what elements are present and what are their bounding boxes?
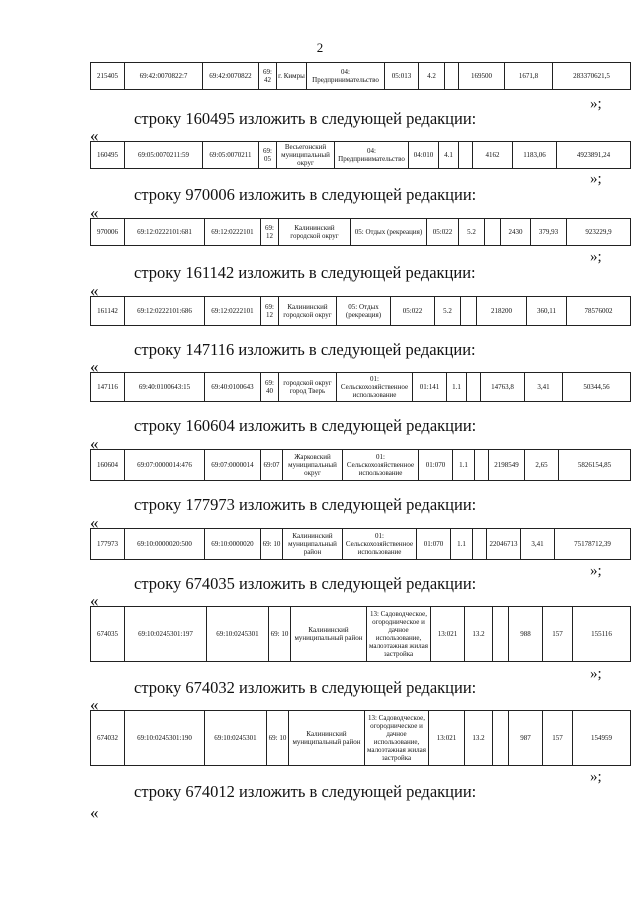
table-cell: 970006 [91, 219, 125, 246]
table-cell: 69:12:0222101:681 [125, 219, 205, 246]
data-table [90, 62, 631, 90]
table-cell: 69:07 [261, 450, 283, 481]
table-cell: 01: Сельскохозяйственное использование [337, 373, 413, 402]
table-cell [445, 63, 459, 90]
table-cell: 13:021 [429, 711, 465, 766]
table-cell: Калининский городской округ [279, 219, 351, 246]
table-cell: 160495 [91, 142, 125, 169]
table-cell: 69:12:0222101 [205, 219, 261, 246]
table-cell: г. Кимры [277, 63, 307, 90]
row-heading: строку 160604 изложить в следующей редакции: [134, 416, 477, 435]
open-quote: « [90, 126, 99, 145]
data-table [90, 449, 631, 481]
open-quote: « [90, 803, 99, 822]
open-quote: « [90, 695, 99, 714]
open-quote: « [90, 281, 99, 300]
open-quote: « [90, 513, 99, 532]
table-cell: 218200 [477, 297, 527, 326]
data-table [90, 710, 631, 766]
table-cell: 69:10:0245301 [207, 607, 269, 662]
table-cell: 69: 42 [259, 63, 277, 90]
row-heading: строку 177973 изложить в следующей редакции: [134, 495, 477, 514]
table-cell: 157 [543, 607, 573, 662]
row-heading: строку 674035 изложить в следующей редакции: [134, 574, 477, 593]
table-cell: 05:022 [391, 297, 435, 326]
table-cell: 177973 [91, 529, 125, 560]
table-cell: 13: Садоводческое, огородническое и дачное использование, малоэтажная жилая застройка [365, 711, 429, 766]
table-cell: 69:40:0100643 [205, 373, 261, 402]
table-cell: Калининский городской округ [279, 297, 337, 326]
table-cell: 1.1 [447, 373, 467, 402]
table-cell: 987 [509, 711, 543, 766]
table-cell: 4.2 [419, 63, 445, 90]
close-quote: »; [590, 171, 602, 187]
table-cell: 69:07:0000014:476 [125, 450, 205, 481]
table-cell: 147116 [91, 373, 125, 402]
table-cell: 69: 12 [261, 219, 279, 246]
table-cell: 379,93 [531, 219, 567, 246]
table-cell: 215405 [91, 63, 125, 90]
close-quote: »; [590, 563, 602, 579]
table-cell: 923229,9 [567, 219, 631, 246]
table-cell: 50344,56 [563, 373, 631, 402]
row-heading: строку 674012 изложить в следующей редакции: [134, 782, 477, 801]
data-table [90, 141, 631, 169]
table-cell: 1183,06 [513, 142, 557, 169]
table-cell: 69:10:0245301:197 [125, 607, 207, 662]
table-cell: 674035 [91, 607, 125, 662]
open-quote: « [90, 434, 99, 453]
table-cell: 1.1 [451, 529, 473, 560]
data-table [90, 372, 631, 402]
table-cell: 05:013 [385, 63, 419, 90]
table-cell: 13.2 [465, 711, 493, 766]
table-cell: 4.1 [439, 142, 459, 169]
table-cell: 01:141 [413, 373, 447, 402]
table-cell: 69:10:0245301:190 [125, 711, 205, 766]
table-cell: 69:42:0070822 [203, 63, 259, 90]
table-cell: 988 [509, 607, 543, 662]
open-quote: « [90, 591, 99, 610]
table-cell: 69:10:0000020 [205, 529, 261, 560]
data-table [90, 296, 631, 326]
data-table [90, 218, 631, 246]
table-cell: 04:010 [409, 142, 439, 169]
table-cell: 69:40:0100643:15 [125, 373, 205, 402]
table-cell: 157 [543, 711, 573, 766]
table-cell: 360,11 [527, 297, 567, 326]
table-cell: 2198549 [489, 450, 525, 481]
table-cell: 5.2 [435, 297, 461, 326]
close-quote: »; [590, 249, 602, 265]
table-cell: 01:070 [417, 529, 451, 560]
table-cell: 3,41 [521, 529, 555, 560]
table-cell: 78576002 [567, 297, 631, 326]
table-cell [461, 297, 477, 326]
table-cell: 04: Предпринимательство [335, 142, 409, 169]
table-cell: 14763,8 [481, 373, 525, 402]
page-number: 2 [316, 40, 324, 55]
row-heading: строку 147116 изложить в следующей редакции: [134, 340, 476, 359]
row-heading: строку 674032 изложить в следующей редакции: [134, 678, 477, 697]
table-cell: 01:070 [419, 450, 453, 481]
table-cell: 69:12:0222101:686 [125, 297, 205, 326]
table-cell: 1.1 [453, 450, 475, 481]
close-quote: »; [590, 769, 602, 785]
table-cell: 69:05:0070211 [203, 142, 259, 169]
table-cell: 05:022 [427, 219, 459, 246]
table-cell: 5.2 [459, 219, 485, 246]
table-cell [459, 142, 473, 169]
table-cell: 05: Отдых (рекреация) [351, 219, 427, 246]
table-cell: 01: Сельскохозяйственное использование [343, 450, 419, 481]
table-cell: 674032 [91, 711, 125, 766]
table-cell: Жарковский муниципальный округ [283, 450, 343, 481]
table-cell: 69:10:0245301 [205, 711, 267, 766]
table-cell: 161142 [91, 297, 125, 326]
table-cell: 4923891,24 [557, 142, 631, 169]
table-cell [493, 711, 509, 766]
table-cell: 01: Сельскохозяйственное использование [343, 529, 417, 560]
row-heading: строку 160495 изложить в следующей редакции: [134, 109, 477, 128]
table-cell: 2,65 [525, 450, 559, 481]
table-cell: 69:12:0222101 [205, 297, 261, 326]
table-cell: 13: Садоводческое, огородническое и дачное использование, малоэтажная жилая застройка [367, 607, 431, 662]
table-cell: 69:05:0070211:59 [125, 142, 203, 169]
table-cell: 283370621,5 [553, 63, 631, 90]
data-table [90, 528, 631, 560]
table-cell: 13.2 [465, 607, 493, 662]
table-cell: 13:021 [431, 607, 465, 662]
table-cell [475, 450, 489, 481]
table-cell [473, 529, 487, 560]
table-cell: 69:10:0000020:500 [125, 529, 205, 560]
table-cell: городской округ город Тверь [279, 373, 337, 402]
table-cell: 2430 [501, 219, 531, 246]
close-quote: »; [590, 96, 602, 112]
table-cell: 05: Отдых (рекреация) [337, 297, 391, 326]
table-cell: 5826154,85 [559, 450, 631, 481]
table-cell: 4162 [473, 142, 513, 169]
table-cell: 69: 10 [267, 711, 289, 766]
table-cell: 69: 12 [261, 297, 279, 326]
data-table [90, 606, 631, 662]
table-cell: 3,41 [525, 373, 563, 402]
open-quote: « [90, 357, 99, 376]
table-cell: 22046713 [487, 529, 521, 560]
table-cell: 69: 40 [261, 373, 279, 402]
close-quote: »; [590, 666, 602, 682]
table-cell: 160604 [91, 450, 125, 481]
table-cell: Калининский муниципальный район [283, 529, 343, 560]
table-cell: 69:42:0070822:7 [125, 63, 203, 90]
table-cell: Калининский муниципальный район [291, 607, 367, 662]
row-heading: строку 970006 изложить в следующей редакции: [134, 185, 477, 204]
table-cell: 155116 [573, 607, 631, 662]
table-cell [493, 607, 509, 662]
table-cell: 69: 05 [259, 142, 277, 169]
table-cell: Калининский муниципальный район [289, 711, 365, 766]
table-cell [467, 373, 481, 402]
row-heading: строку 161142 изложить в следующей редакции: [134, 263, 476, 282]
table-cell: Весьегонский муниципальный округ [277, 142, 335, 169]
table-cell: 04: Предпринимательство [307, 63, 385, 90]
table-cell: 69: 10 [269, 607, 291, 662]
open-quote: « [90, 203, 99, 222]
table-cell: 69: 10 [261, 529, 283, 560]
table-cell: 69:07:0000014 [205, 450, 261, 481]
table-cell: 169500 [459, 63, 505, 90]
table-cell [485, 219, 501, 246]
table-cell: 1671,8 [505, 63, 553, 90]
table-cell: 154959 [573, 711, 631, 766]
table-cell: 75178712,39 [555, 529, 631, 560]
